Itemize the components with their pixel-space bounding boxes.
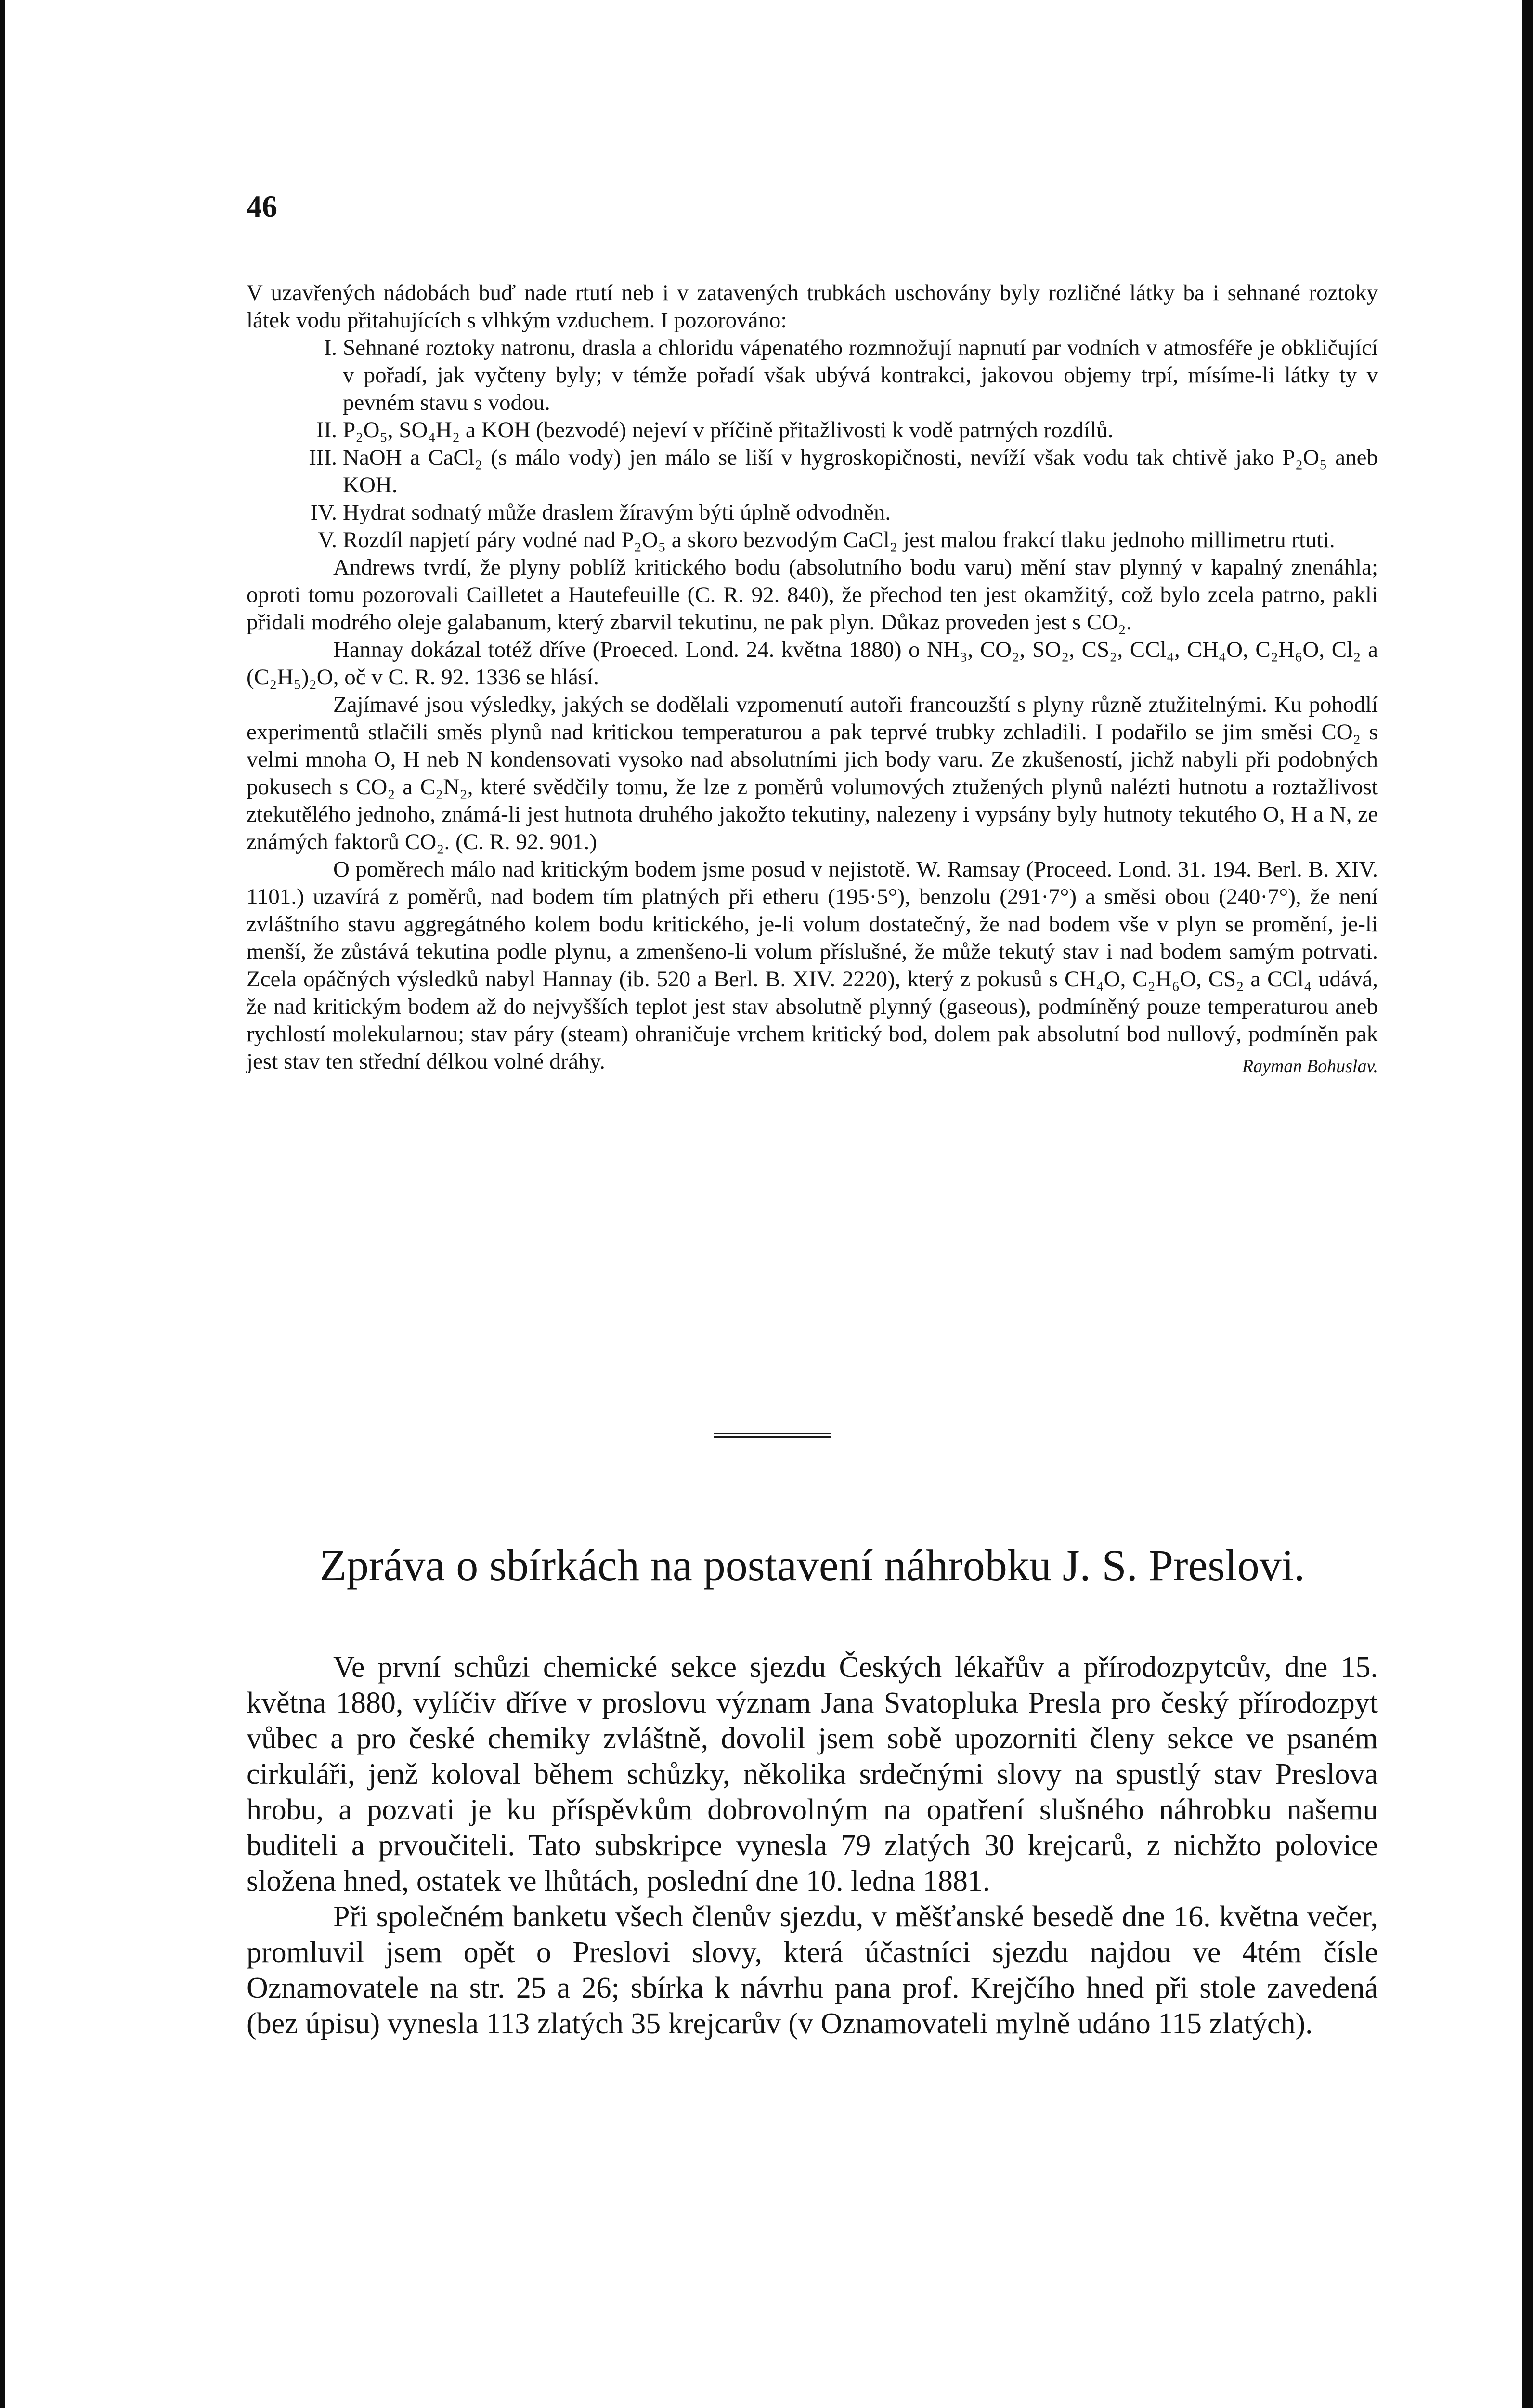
- article-heading: Zpráva o sbírkách na postavení náhrobku J. S. Preslovi.: [319, 1541, 1305, 1590]
- list-item-5: [247, 526, 1378, 554]
- page-number: 46: [247, 189, 277, 223]
- section-divider-rule: [714, 1433, 831, 1438]
- paragraph-hannay: Hannay dokázal totéž dříve (Proeced. Lond. 24. května 1880) o NH₃, CO₂, SO₂, CS₂, CCl₄, CH₄O, C₂H₆O, Cl₂ a (C₂H₅)₂O, oč v C. R. 92. 1336 se hlásí.: [247, 637, 1378, 690]
- list-item-number: IV.: [310, 500, 337, 525]
- list-item-number: V.: [318, 527, 337, 552]
- list-item-text: P₂O₅, SO₄H₂ a KOH (bezvodé) nejeví v příčině přitažlivosti k vodě patrných rozdílů.: [343, 418, 1114, 443]
- list-item-text: Hydrat sodnatý může draslem žíravým býti úplně odvodněn.: [343, 500, 891, 525]
- list-item-text: Rozdíl napjetí páry vodné nad P₂O₅ a skoro bezvodým CaCl₂ jest malou frakcí tlaku jednoho millimetru rtuti.: [343, 527, 1335, 552]
- paragraph-french-authors: Zajímavé jsou výsledky, jakých se dodělali vzpomenutí autoři francouzští s plyny různě ztužitelnými. Ku pohodlí experimentů stlačili směs plynů nad kritickou temperaturou a pak teprvé trubky zchladili. I podařilo se jim směsi CO₂ s velmi mnoha O, H neb N kondensovati vysoko nad absolutními jich body varu. Ze zkušeností, jichž nabyli při podobných pokusech s CO₂ a C₂N₂, které svědčily tomu, že lze z poměrů volumových ztužených plynů nalézti hutnotu a roztažlivost ztekutělého jednoho, známá-li jest hutnota druhého jakožto tekutiny, nalezeny i vypsány byly hutnoty tekutého O, H a N, ze známých faktorů CO₂. (C. R. 92. 901.): [247, 692, 1378, 854]
- scan-edge-left: [0, 0, 5, 2408]
- list-item-text: NaOH a CaCl₂ (s málo vody) jen málo se liší v hygroskopičnosti, nevíží však vodu tak chtivě jako P₂O₅ aneb KOH.: [343, 445, 1378, 497]
- list-item-3: [247, 444, 1378, 499]
- paragraph-banquet: Při společném banketu všech členův sjezdu, v měšťanské besedě dne 16. května večer, promluvil jsem opět o Preslovi slovy, která účastníci sjezdu najdou ve 4tém čísle Oznamovatele na str. 25 a 26; sbírka k návrhu pana prof. Krejčího hned při stole zavedená (bez úpisu) vynesla 113 zlatých 35 krejcarův (v Oznamovateli mylně udáno 115 zlatých).: [247, 1900, 1378, 2040]
- upper-section: [247, 279, 1378, 1080]
- list-item-text: Sehnané roztoky natronu, drasla a chloridu vápenatého rozmnožují napnutí par vodních v atmosféře je obkličující v pořadí, jak vyčteny byly; v témže pořadí však ubývá kontrakci, jakovou objemy trpí, mísíme-li látky ty v pevném stavu s vodou.: [343, 335, 1378, 415]
- author-signature: Rayman Bohuslav.: [1242, 1056, 1378, 1076]
- paragraph-critical-point: [247, 856, 1378, 1075]
- list-item-number: I.: [324, 335, 337, 360]
- list-item-number: II.: [316, 418, 337, 443]
- list-item-2: [247, 417, 1378, 444]
- scan-edge-right: [1522, 0, 1533, 2408]
- list-item-1: [247, 334, 1378, 417]
- paragraph-critical-point-text: O poměrech málo nad kritickým bodem jsme posud v nejistotě. W. Ramsay (Proceed. Lond. 31. 194. Berl. B. XIV. 1101.) uzavírá z poměrů, nad bodem tím platných při etheru (195·5°), benzolu (291·7°) a směsi obou (240·7°), že není zvláštního stavu aggregátného kolem bodu kritického, je-li volum dostatečný, že nad bodem vše v plyn se promění, je-li menší, že zůstává tekutina podle plynu, a zmenšeno-li volum příslušné, že může tekutý stav i nad bodem samým potrvati. Zcela opáčných výsledků nabyl Hannay (ib. 520 a Berl. B. XIV. 2220), který z pokusů s CH₄O, C₂H₆O, CS₂ a CCl₄ udává, že nad kritickým bodem až do nejvyšších teplot jest stav absolutně plynný (gaseous), podmíněný pouze temperaturou aneb rychlostí molekularnou; stav páry (steam) ohraničuje vrchem kritický bod, dolem pak absolutní bod nullový, podmíněn pak jest stav ten střední délkou volné dráhy.: [247, 857, 1378, 1074]
- list-item-4: [247, 499, 1378, 526]
- paragraph-andrews: Andrews tvrdí, že plyny poblíž kritického bodu (absolutního bodu varu) mění stav plynný v kapalný znenáhla; oproti tomu pozorovali Cailletet a Hautefeuille (C. R. 92. 840), že přechod ten jest okamžitý, což bylo zcela patrno, pakli přidali modrého oleje galabanum, který zbarvil tekutinu, ne pak plyn. Důkaz proveden jest s CO₂.: [247, 555, 1378, 635]
- list-item-number: III.: [309, 445, 337, 470]
- lower-section: [247, 1649, 1378, 2042]
- paragraph-first-session: Ve první schůzi chemické sekce sjezdu Českých lékařův a přírodozpytcův, dne 15. května 1880, vylíčiv dříve v proslovu význam Jana Svatopluka Presla pro český přírodozpyt vůbec a pro české chemiky zvláštně, dovolil jsem sobě upozorniti členy sekce ve psaném cirkuláři, jenž koloval během schůzky, několika srdečnými slovy na spustlý stav Preslova hrobu, a pozvati je ku příspěvkům dobrovolným na opatření slušného náhrobku našemu buditeli a prvoučiteli. Tato subskripce vynesla 79 zlatých 30 krejcarů, z nichžto polovice složena hned, ostatek ve lhůtách, poslední dne 10. ledna 1881.: [247, 1651, 1378, 1898]
- intro-paragraph: V uzavřených nádobách buď nade rtutí neb i v zatavených trubkách uschovány byly rozličné látky ba i sehnané roztoky látek vodu přitahujících s vlhkým vzduchem. I pozorováno:: [247, 280, 1378, 333]
